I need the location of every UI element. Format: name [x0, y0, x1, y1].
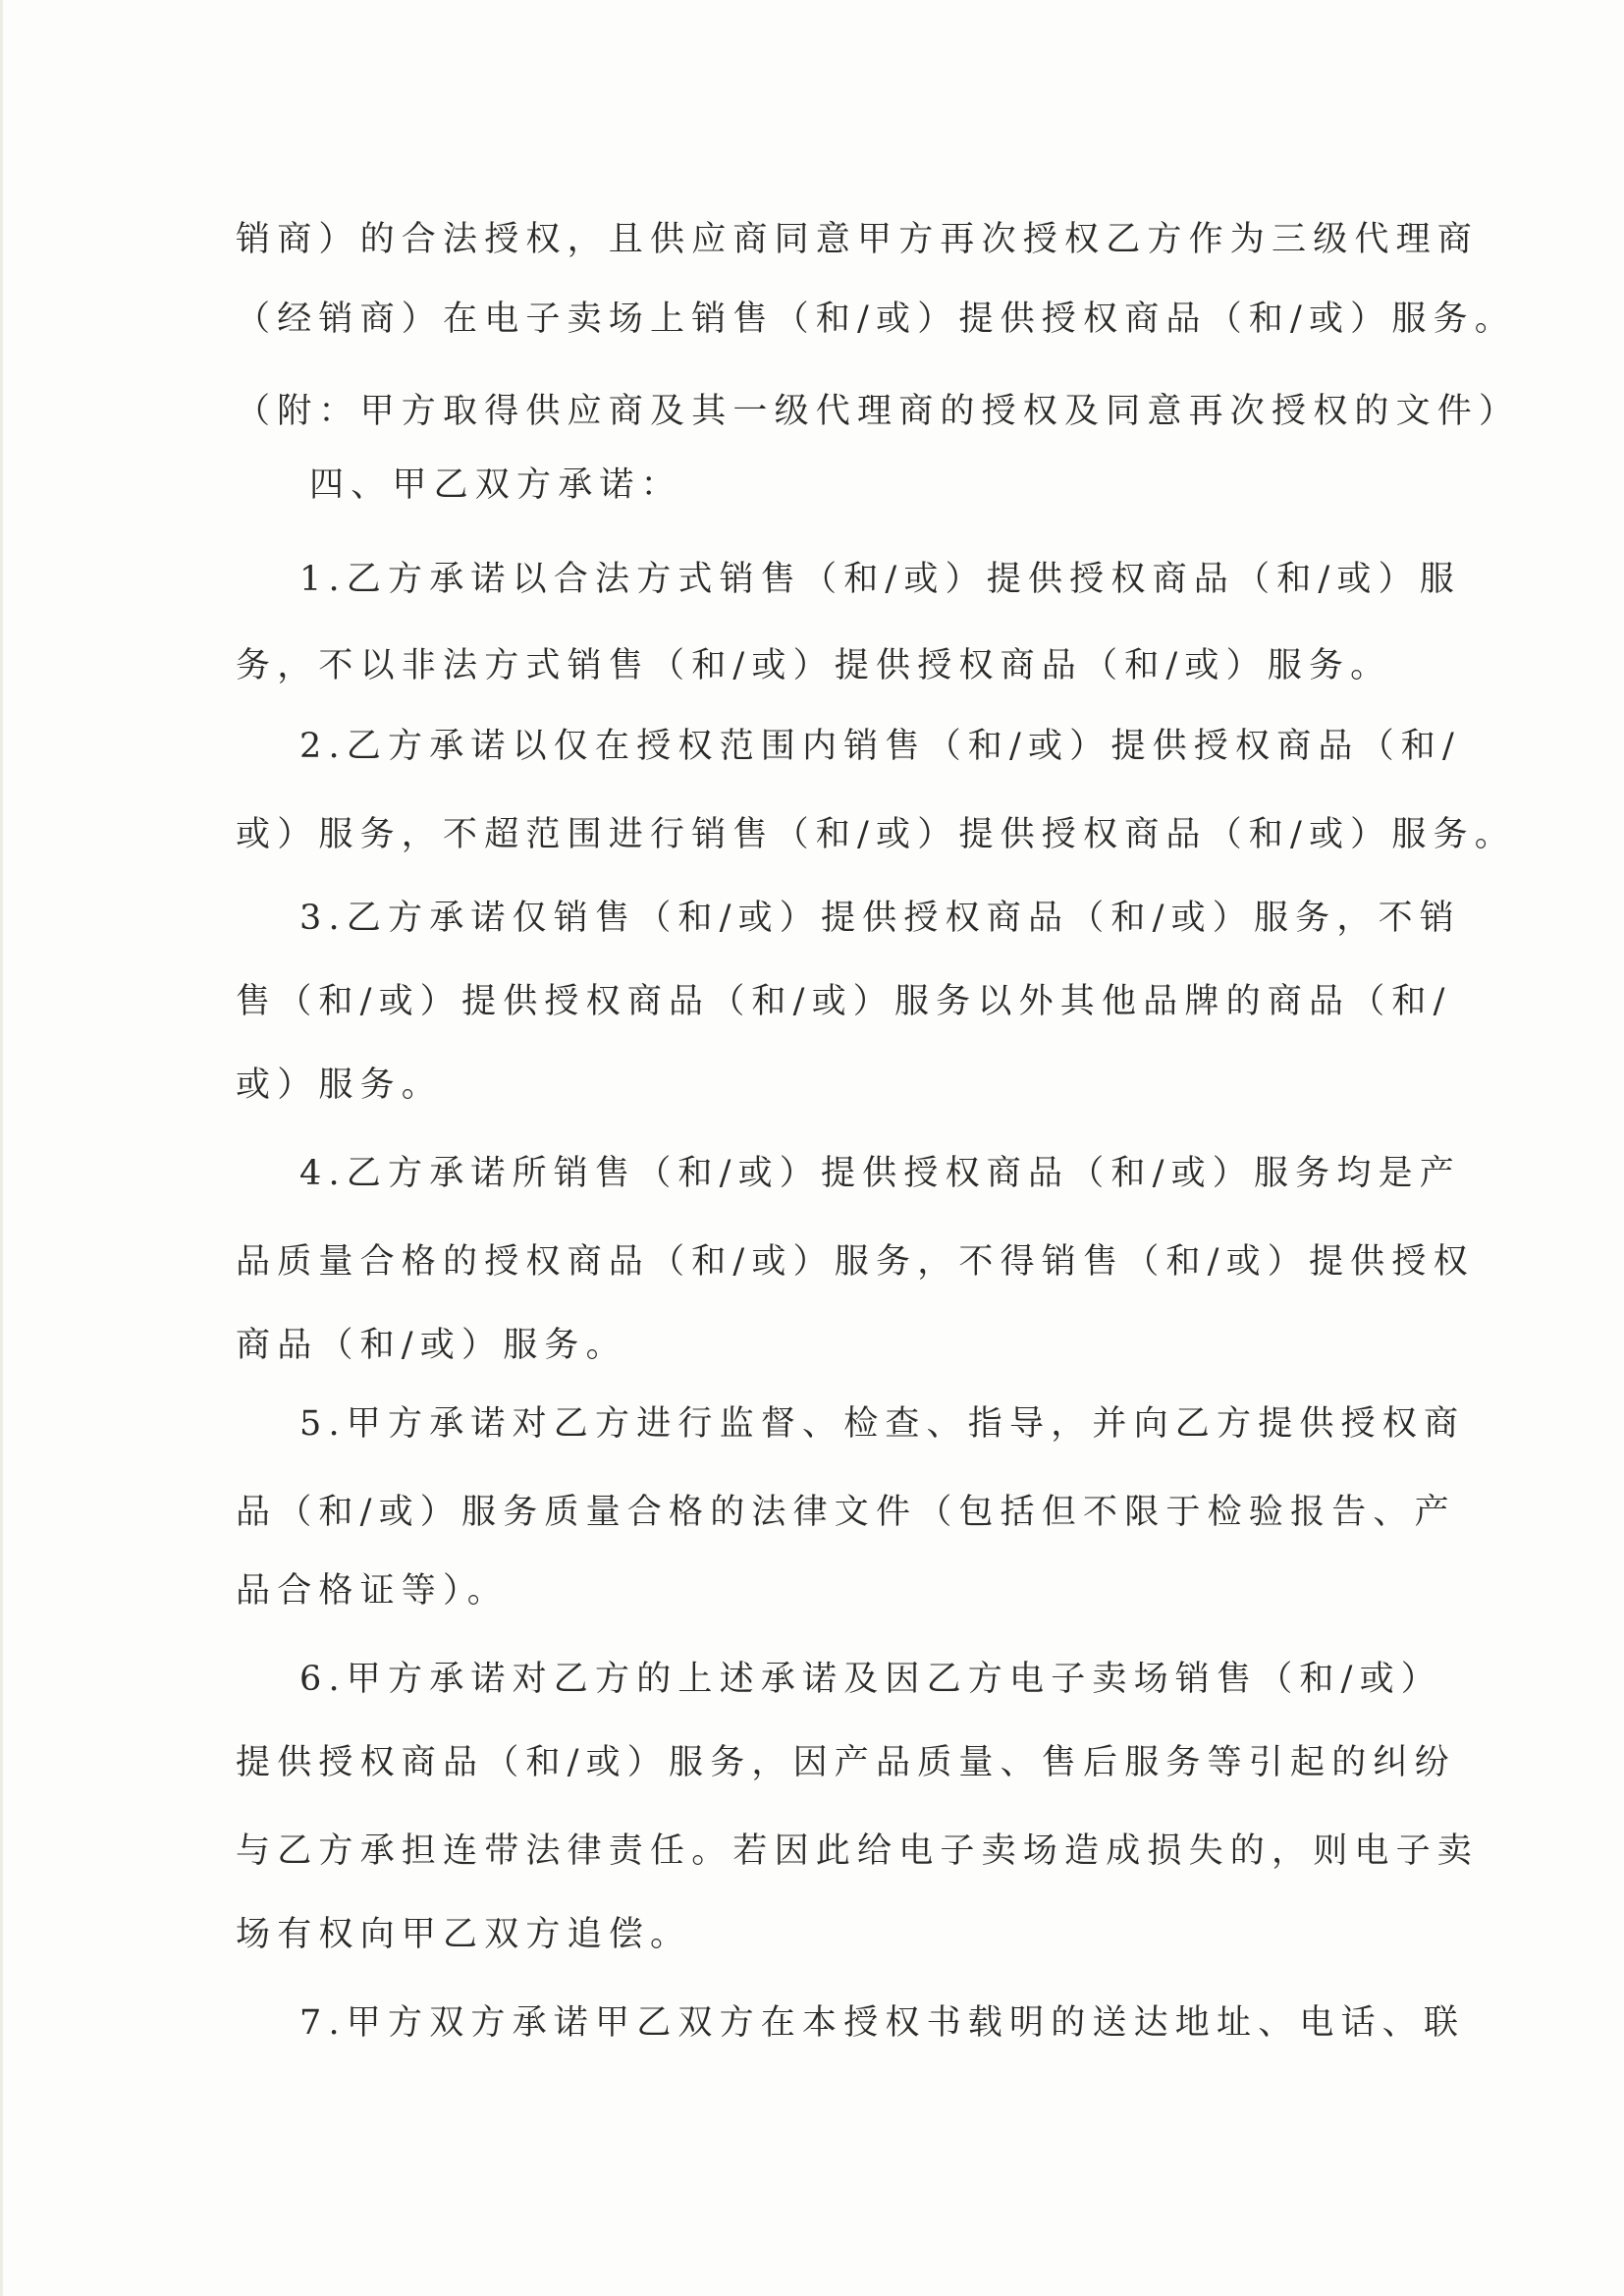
text-line: 5.甲方承诺对乙方进行监督、检查、指导，并向乙方提供授权商 [299, 1404, 1466, 1444]
text-line: 4.乙方承诺所销售（和/或）提供授权商品（和/或）服务均是产 [299, 1154, 1461, 1193]
text-line: 提供授权商品（和/或）服务，因产品质量、售后服务等引起的纠纷 [236, 1743, 1456, 1782]
text-line: 销商）的合法授权，且供应商同意甲方再次授权乙方作为三级代理商 [236, 220, 1480, 259]
text-line: 品（和/或）服务质量合格的法律文件（包括但不限于检验报告、产 [236, 1493, 1456, 1532]
text-line: 7.甲方双方承诺甲乙双方在本授权书载明的送达地址、电话、联 [299, 2003, 1466, 2043]
text-line: 或）服务，不超范围进行销售（和/或）提供授权商品（和/或）服务。 [236, 815, 1516, 854]
text-line: 2.乙方承诺以仅在授权范围内销售（和/或）提供授权商品（和/ [299, 727, 1461, 766]
text-line: 务，不以非法方式销售（和/或）提供授权商品（和/或）服务。 [236, 646, 1392, 685]
scan-edge [0, 0, 3, 2296]
text-line: 品合格证等）。 [236, 1571, 509, 1611]
text-line: 1.乙方承诺以合法方式销售（和/或）提供授权商品（和/或）服 [299, 560, 1461, 599]
text-line: 场有权向甲乙双方追偿。 [236, 1915, 692, 1954]
text-line: 6.甲方承诺对乙方的上述承诺及因乙方电子卖场销售（和/或） [299, 1660, 1442, 1699]
text-line: 售（和/或）提供授权商品（和/或）服务以外其他品牌的商品（和/ [236, 982, 1452, 1021]
text-line: 或）服务。 [236, 1066, 444, 1105]
text-line: 与乙方承担连带法律责任。若因此给电子卖场造成损失的，则电子卖 [236, 1831, 1480, 1871]
section-heading: 四、甲乙双方承诺： [309, 465, 682, 505]
text-line: 3.乙方承诺仅销售（和/或）提供授权商品（和/或）服务，不销 [299, 899, 1461, 938]
text-line: （附：甲方取得供应商及其一级代理商的授权及同意再次授权的文件） [236, 392, 1521, 431]
text-line: 品质量合格的授权商品（和/或）服务，不得销售（和/或）提供授权 [236, 1242, 1475, 1282]
text-line: （经销商）在电子卖场上销售（和/或）提供授权商品（和/或）服务。 [236, 300, 1516, 339]
text-line: 商品（和/或）服务。 [236, 1326, 627, 1365]
